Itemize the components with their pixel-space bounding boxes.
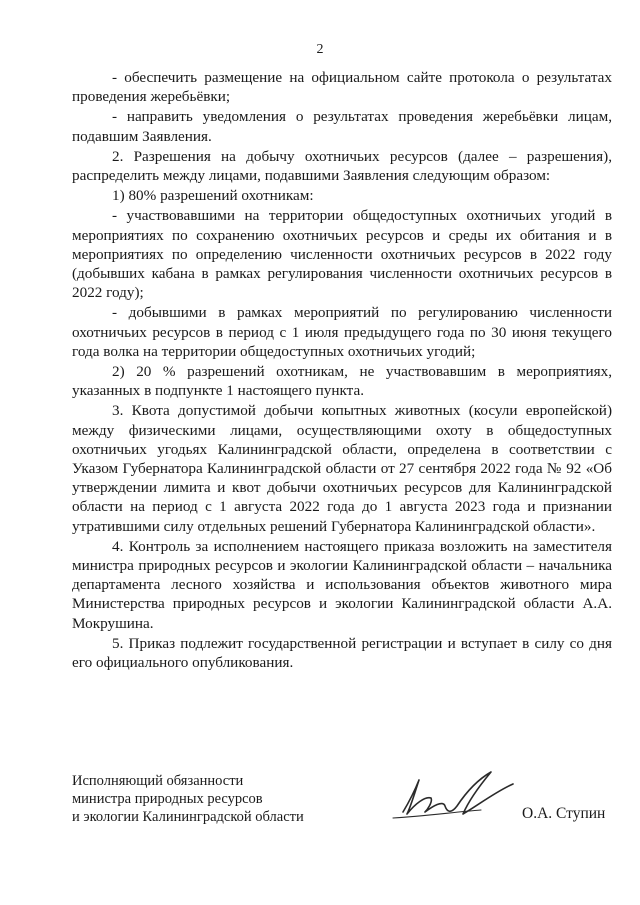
paragraph-item-5: 5. Приказ подлежит государственной регистрации и вступает в силу со дня его официального опубликования.	[72, 634, 612, 672]
paragraph-subitem-2: 2) 20 % разрешений охотникам, не участвовавшим в мероприятиях, указанных в подпункте 1 настоящего пункта.	[72, 363, 612, 400]
paragraph-subitem-1: 1) 80% разрешений охотникам:	[112, 187, 314, 205]
paragraph-item-3: 3. Квота допустимой добычи копытных животных (косули европейской) между физическими лицами, осуществляющими охоту в общедоступных охотничьих угодьях Калининградской области, определена в соответствии с Указом Губернатора Калининградской области от 27 сентября 2022 года № 92 «Об утверждении лимита и квот добычи охотничьих ресурсов для Калининградской области на период с 1 августа 2022 года до 1 августа 2023 года и признании утратившими силу отдельных решений Губернатора Калининградской области».	[72, 402, 612, 535]
paragraph-publish-protocol: - обеспечить размещение на официальном сайте протокола о результатах проведения жеребьёвки;	[72, 69, 612, 106]
paragraph-item-2: 2. Разрешения на добычу охотничьих ресурсов (далее – разрешения), распределить между лицами, подавшими Заявления следующим образом:	[72, 147, 612, 185]
document-body	[72, 68, 612, 673]
signatory-position	[72, 772, 304, 826]
signatory-position-line: Исполняющий обязанности	[72, 773, 244, 789]
handwritten-signature	[385, 762, 525, 822]
paragraph-send-notifications: - направить уведомления о результатах проведения жеребьёвки лицам, подавшим Заявления.	[72, 108, 612, 145]
signatory-name: О.А. Ступин	[522, 805, 606, 822]
signatory-position-line: и экологии Калининградской области	[72, 809, 304, 825]
page-number: 2	[316, 42, 324, 57]
paragraph-wolf-hunters: - добывшими в рамках мероприятий по регулированию численности охотничьих ресурсов в период с 1 июля предыдущего года по 30 июня текущего года волка на территории общедоступных охотничьих угодий;	[72, 304, 612, 360]
paragraph-participants: - участвовавшими на территории общедоступных охотничьих угодий в мероприятиях по сохранению охотничьих ресурсов и среды их обитания и в мероприятиях по определению численности охотничьих ресурсов в 2022 году (добывших кабана в рамках регулирования численности охотничьих ресурсов в 2022 году);	[72, 207, 612, 302]
signatory-position-line: министра природных ресурсов	[72, 791, 263, 807]
paragraph-item-4: 4. Контроль за исполнением настоящего приказа возложить на заместителя министра природных ресурсов и экологии Калининградской области – начальника департамента лесного хозяйства и использования объектов животного мира Министерства природных ресурсов и экологии Калининградской области А.А. Мокрушина.	[72, 537, 612, 632]
